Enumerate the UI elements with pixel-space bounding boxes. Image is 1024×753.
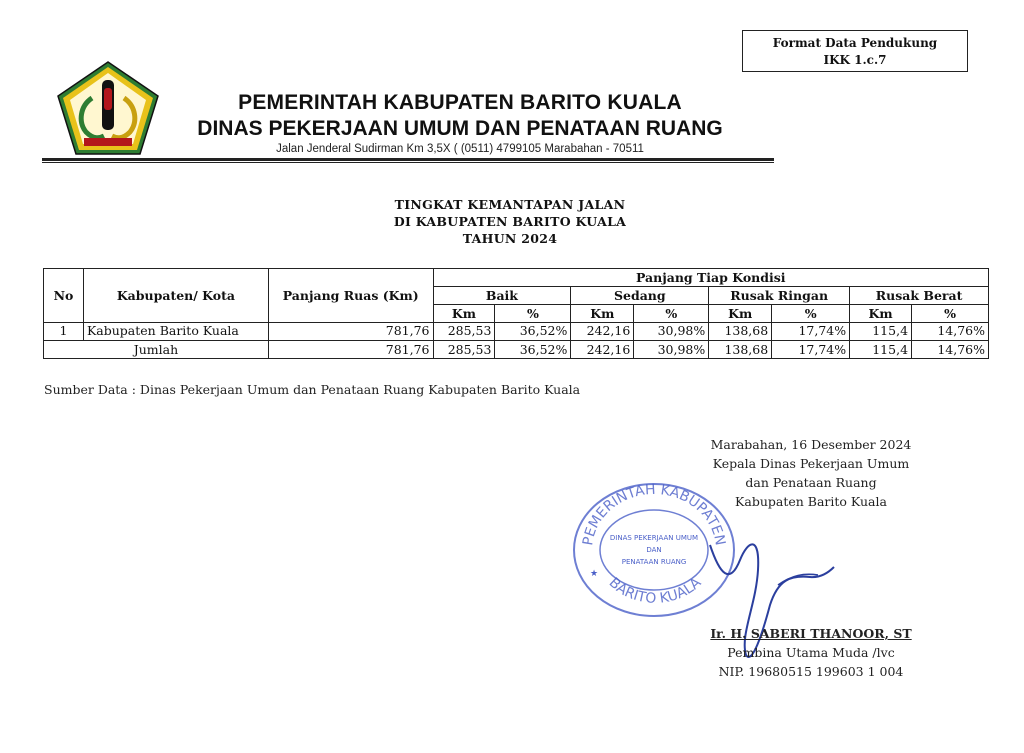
letterhead-address: Jalan Jenderal Sudirman Km 3,5X ( (0511) 4799105 Marabahan - 70511 — [276, 143, 644, 155]
cell-rr-pct: 17,74% — [772, 323, 850, 341]
title-line3: TAHUN 2024 — [462, 231, 558, 246]
stamp-inner-line1: DINAS PEKERJAAN UMUM — [609, 534, 699, 542]
stamp-outer-bottom: BARITO KUALA — [605, 574, 705, 607]
header-pct: % — [495, 305, 571, 323]
header-km: Km — [571, 305, 634, 323]
title-line1: TINGKAT KEMANTAPAN JALAN — [394, 197, 626, 212]
cell-kabupaten: Kabupaten Barito Kuala — [83, 323, 268, 341]
cell-baik-pct: 36,52% — [495, 323, 571, 341]
cell-rb-pct: 14,76% — [912, 323, 989, 341]
header-rusak-berat: Rusak Berat — [850, 287, 989, 305]
cell-sedang-km: 242,16 — [571, 323, 634, 341]
cell-total-sedang-pct: 30,98% — [634, 341, 709, 359]
header-panjang-ruas: Panjang Ruas (Km) — [268, 269, 433, 323]
cell-baik-km: 285,53 — [433, 323, 495, 341]
header-pct: % — [912, 305, 989, 323]
stamp-inner-line2: DAN — [646, 546, 662, 554]
road-condition-table — [43, 268, 989, 359]
letterhead-agency: DINAS PEKERJAAN UMUM DAN PENATAAN RUANG — [197, 117, 723, 140]
sign-role-line1: Kepala Dinas Pekerjaan Umum — [712, 456, 910, 471]
letterhead-government: PEMERINTAH KABUPATEN BARITO KUALA — [238, 91, 682, 114]
letterhead-divider — [42, 158, 774, 163]
cell-total-rr-pct: 17,74% — [772, 341, 850, 359]
letterhead — [180, 90, 740, 157]
signatory-block — [686, 624, 936, 681]
cell-no: 1 — [44, 323, 84, 341]
cell-total-sedang-km: 242,16 — [571, 341, 634, 359]
format-line1: Format Data Pendukung — [772, 36, 938, 50]
title-line2: DI KABUPATEN BARITO KUALA — [393, 214, 627, 229]
regency-logo — [54, 58, 162, 158]
signatory-rank: Pembina Utama Muda /lvc — [727, 645, 895, 660]
sign-role-line3: Kabupaten Barito Kuala — [735, 494, 887, 509]
sign-role-line2: dan Penataan Ruang — [745, 475, 877, 490]
header-km: Km — [850, 305, 912, 323]
cell-total-panjang: 781,76 — [268, 341, 433, 359]
cell-total-rb-pct: 14,76% — [912, 341, 989, 359]
header-pct: % — [772, 305, 850, 323]
cell-rb-km: 115,4 — [850, 323, 912, 341]
cell-total-baik-pct: 36,52% — [495, 341, 571, 359]
header-km: Km — [433, 305, 495, 323]
header-no: No — [44, 269, 84, 323]
header-km: Km — [709, 305, 772, 323]
header-baik: Baik — [433, 287, 571, 305]
header-rusak-ringan: Rusak Ringan — [709, 287, 850, 305]
header-panjang-tiap-kondisi: Panjang Tiap Kondisi — [433, 269, 989, 287]
cell-sedang-pct: 30,98% — [634, 323, 709, 341]
document-title — [340, 196, 680, 247]
cell-rr-km: 138,68 — [709, 323, 772, 341]
cell-total-rr-km: 138,68 — [709, 341, 772, 359]
sign-place-date: Marabahan, 16 Desember 2024 — [710, 437, 912, 452]
header-sedang: Sedang — [571, 287, 709, 305]
stamp-outer-top: PEMERINTAH KABUPATEN — [580, 481, 728, 547]
cell-panjang: 781,76 — [268, 323, 433, 341]
svg-text:★: ★ — [590, 569, 599, 579]
header-kabupaten: Kabupaten/ Kota — [83, 269, 268, 323]
format-line2: IKK 1.c.7 — [823, 53, 887, 67]
cell-total-label: Jumlah — [44, 341, 269, 359]
stamp-inner-line3: PENATAAN RUANG — [621, 558, 687, 566]
signatory-nip: NIP. 19680515 199603 1 004 — [718, 664, 904, 679]
cell-total-baik-km: 285,53 — [433, 341, 495, 359]
header-pct: % — [634, 305, 709, 323]
signatory-name: Ir. H. SABERI THANOOR, ST — [710, 626, 912, 641]
table-row — [44, 323, 989, 341]
cell-total-rb-km: 115,4 — [850, 341, 912, 359]
table-total-row — [44, 341, 989, 359]
format-box — [742, 30, 968, 72]
data-source-note: Sumber Data : Dinas Pekerjaan Umum dan Penataan Ruang Kabupaten Barito Kuala — [44, 382, 581, 397]
